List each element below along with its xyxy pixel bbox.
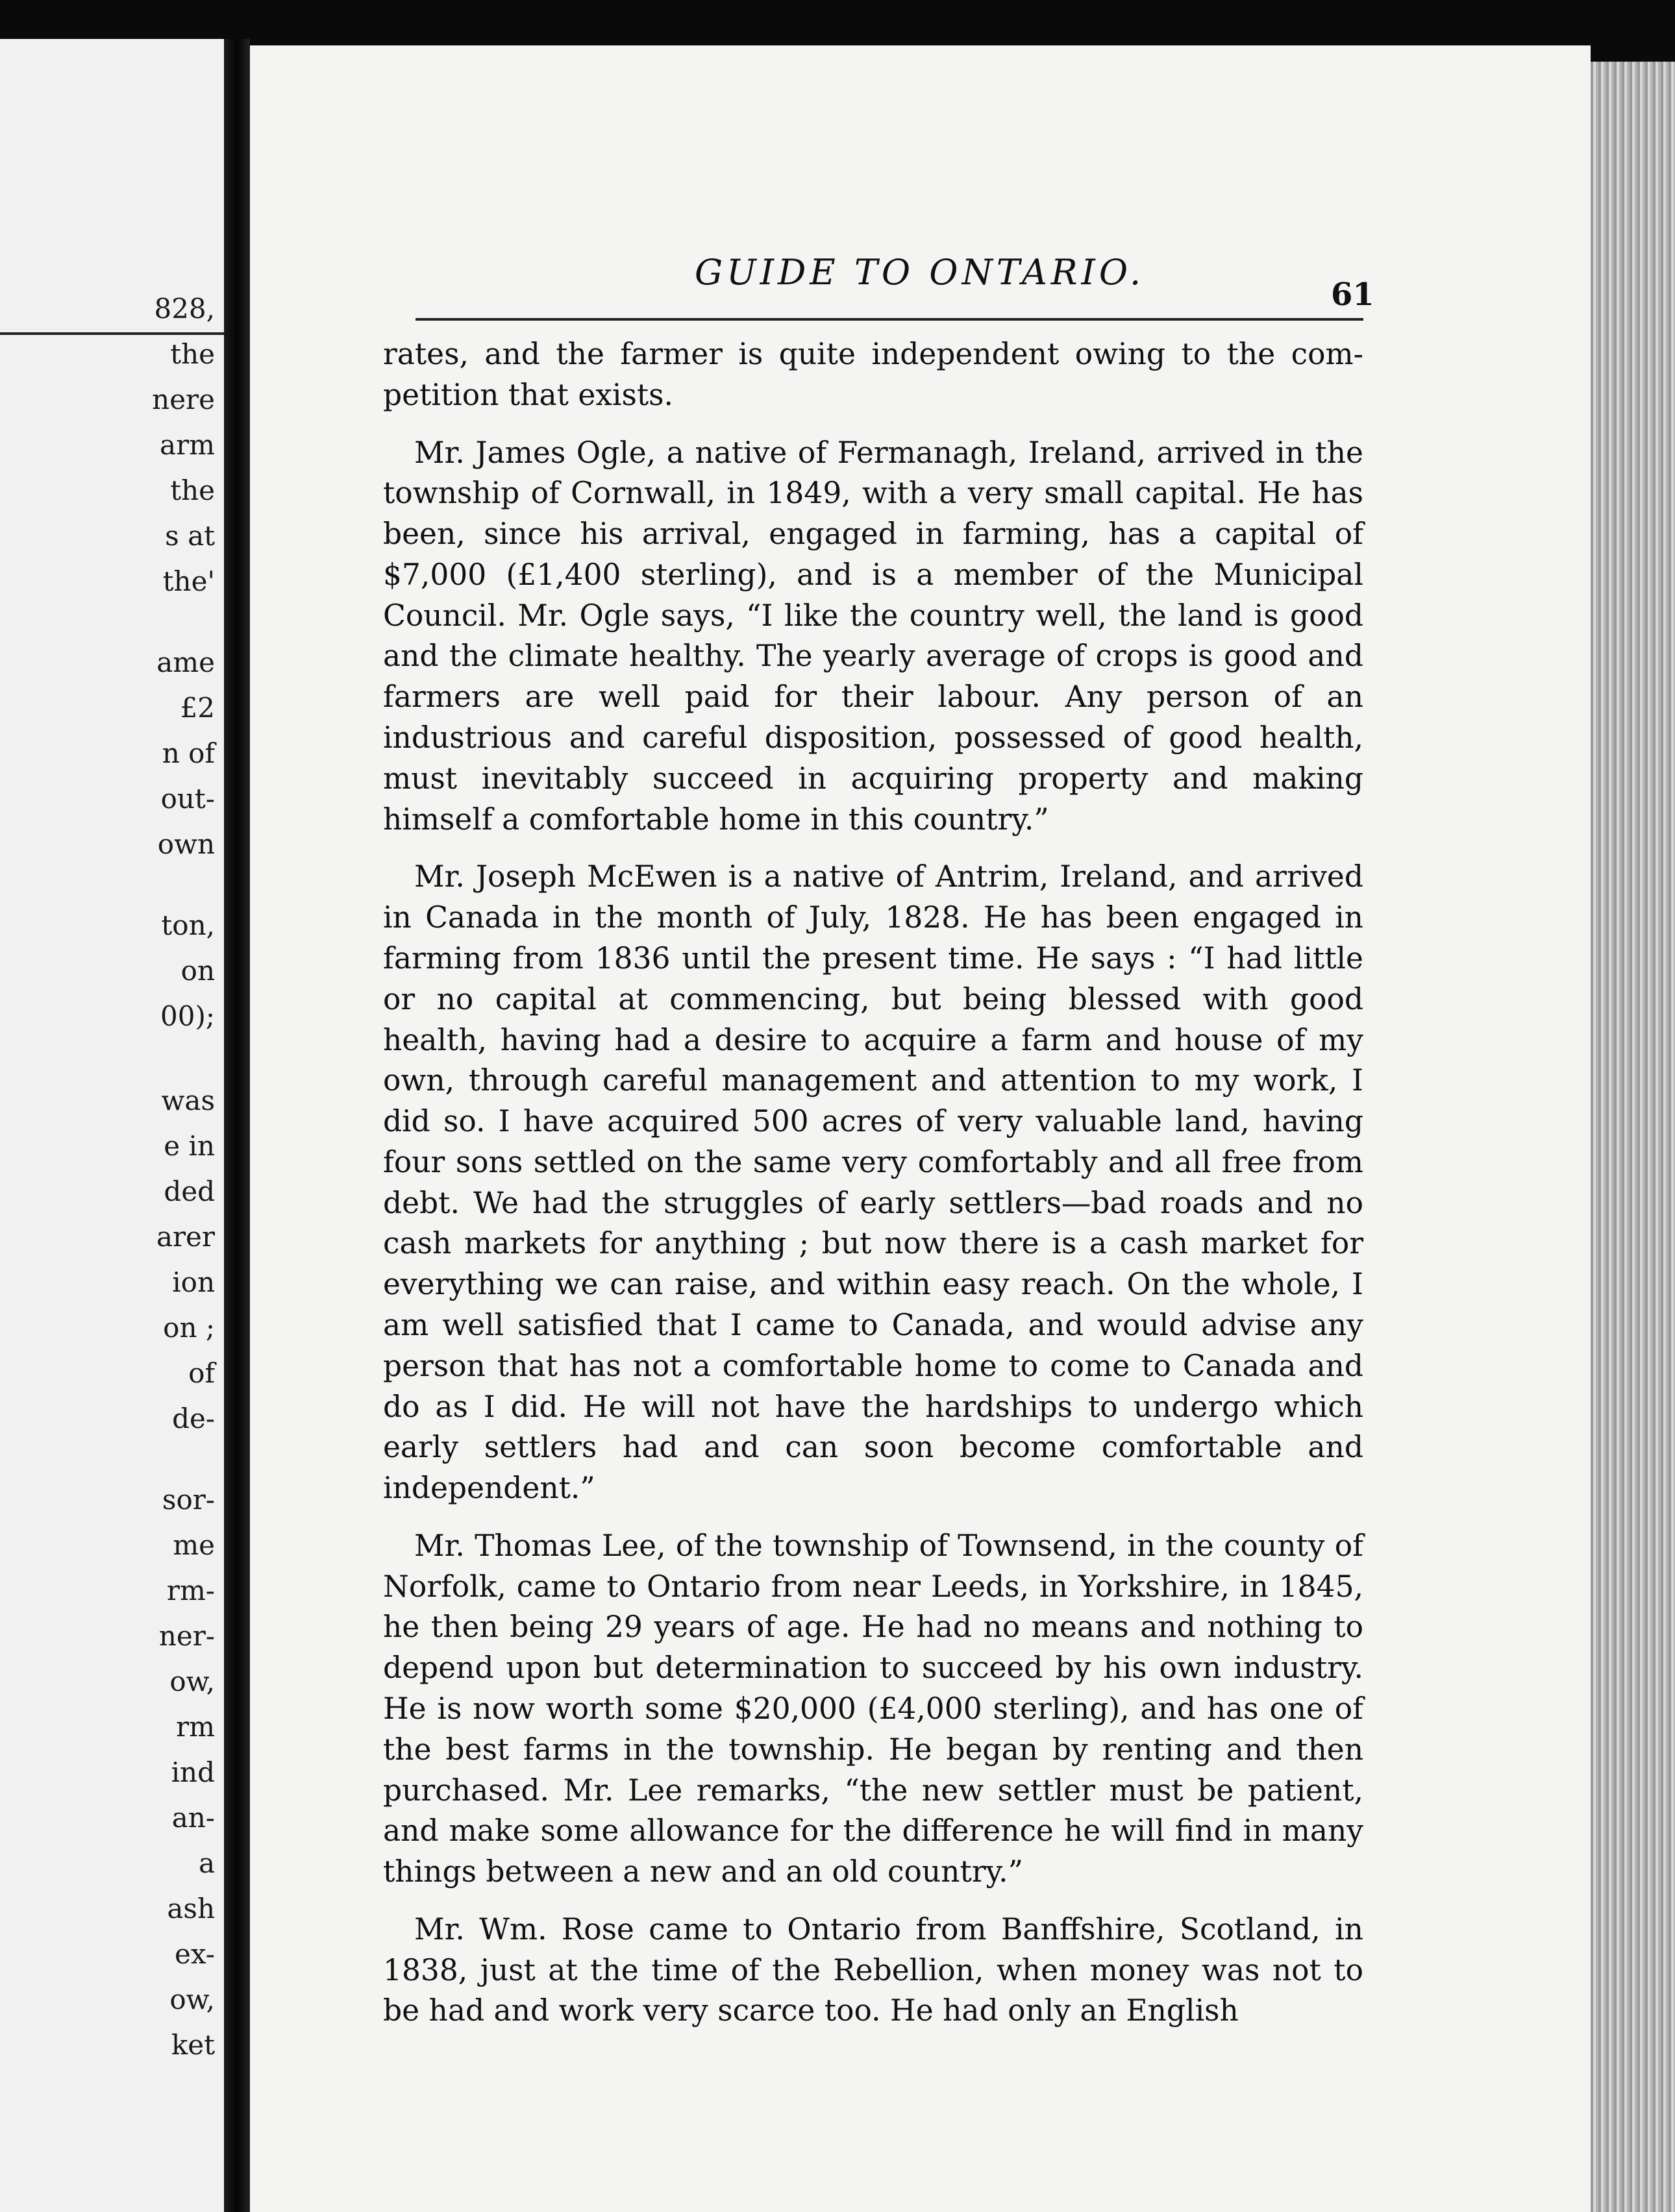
left-page-line-fragment: on (180, 955, 215, 987)
left-page-line-fragment: the (170, 338, 215, 370)
left-page-line-fragment: rm- (166, 1575, 215, 1606)
header-rule (416, 318, 1363, 321)
left-page-line-fragment: the (170, 474, 215, 506)
page-stack-edge (1591, 62, 1675, 2212)
left-page-line-fragment: 828, (154, 293, 215, 325)
left-page-line-fragment: ame (156, 646, 215, 678)
paragraph-james-ogle: Mr. James Ogle, a native of Fermanagh, Ireland, arrived in the township of Cornwall, in 1849, with a very small capital. He has been, since his arrival, engaged in farming, has a capital of $7,000 (£1,400 sterling), and is a member of the Municipal Council. Mr. Ogle says, “I like the country well, the land is good and the climate healthy. The yearly average of crops is good and farmers are well paid for their labour. Any person of an industrious and careful disposition, possessed of good health, must inevitably succeed in acquiring property and making himself a comfortable home in this country.” (383, 435, 1363, 837)
paragraph-thomas-lee: Mr. Thomas Lee, of the township of Townsend, in the county of Norfolk, came to Ontario from near Leeds, in Yorkshire, in 1845, he then being 29 years of age. He had no means and nothing to depend upon but determination to succeed by his own industry. He is now worth some $20,000 (£4,000 sterling), and has one of the best farms in the township. He began by renting and then purchased. Mr. Lee remarks, “the new settler must be patient, and make some allowance for the difference he will find in many things between a new and an old country.” (383, 1528, 1363, 1889)
left-page-line-fragment: ow, (169, 1665, 215, 1697)
page-number: 61 (1331, 276, 1374, 313)
running-title: GUIDE TO ONTARIO. (695, 252, 1145, 293)
left-page-line-fragment: ded (164, 1175, 215, 1207)
paragraph-wm-rose: Mr. Wm. Rose came to Ontario from Banffshire, Scotland, in 1838, just at the time of the Rebellion, when money was not to be had and work very scarce too. He had only an English (383, 1911, 1363, 2028)
left-page-line-fragment: the' (162, 565, 215, 597)
paragraph-continuation: rates, and the farmer is quite independent owing to the competition that exists. (383, 337, 1363, 412)
left-page-edge (0, 39, 224, 2212)
left-page-line-fragment: arer (156, 1221, 215, 1253)
left-page-line-fragment: rm (176, 1711, 215, 1743)
left-page-line-fragment: an- (171, 1802, 215, 1834)
left-page-line-fragment: me (173, 1529, 215, 1561)
left-page-line-fragment: ow, (169, 1984, 215, 2015)
left-page-line-fragment: ex- (175, 1938, 215, 1970)
left-page-line-fragment: de- (172, 1403, 215, 1434)
paragraph-joseph-mcewen: Mr. Joseph McEwen is a native of Antrim, Ireland, and arrived in Canada in the month of July, 1828. He has been engaged in farming from 1836 until the present time. He says : “I had little or no capital at commencing, but being blessed with good health, having had a desire to acquire a farm and house of my own, through careful management and attention to my work, I did so. I have acquired 500 acres of very valuable land, having four sons settled on the same very comfortably and all free from debt. We had the struggles of early settlers—bad roads and no cash markets for anything ; but now there is a cash market for everything we can raise, and within easy reach. On the whole, I am well satisfied that I came to Canada, and would advise any person that has not a comfortable home to come to Canada and do as I did. He will not have the hardships to undergo which early settlers had and can soon become comfortable and independent.” (383, 859, 1363, 1506)
left-page-line-fragment: e in (164, 1130, 215, 1162)
running-header (409, 252, 1374, 313)
left-page-line-fragment: ton, (161, 909, 215, 941)
left-page-line-fragment: 00); (160, 1000, 215, 1032)
left-page-line-fragment: out- (160, 783, 215, 815)
left-page-line-fragment: of (188, 1357, 215, 1389)
left-page-line-fragment: n of (162, 737, 215, 769)
left-page-line-fragment: £2 (180, 692, 215, 724)
left-page-line-fragment: ind (171, 1756, 215, 1788)
left-page-line-fragment: arm (160, 429, 215, 461)
left-page-line-fragment: on ; (163, 1312, 215, 1344)
left-page-line-fragment: s at (165, 520, 215, 552)
left-page-line-fragment: a (198, 1847, 215, 1879)
left-page-line-fragment: ion (172, 1266, 215, 1298)
left-page-line-fragment: nere (152, 384, 215, 415)
left-page-line-fragment: ket (171, 2029, 215, 2061)
left-page-line-fragment: ner- (158, 1620, 215, 1652)
body-text (383, 334, 1363, 2048)
left-page-line-fragment: was (161, 1085, 215, 1116)
left-page-header-rule (0, 332, 224, 335)
left-page-line-fragment: own (157, 828, 215, 860)
left-page-line-fragment: sor- (162, 1484, 215, 1516)
left-page-line-fragment: ash (167, 1893, 215, 1924)
book-gutter (224, 39, 250, 2212)
